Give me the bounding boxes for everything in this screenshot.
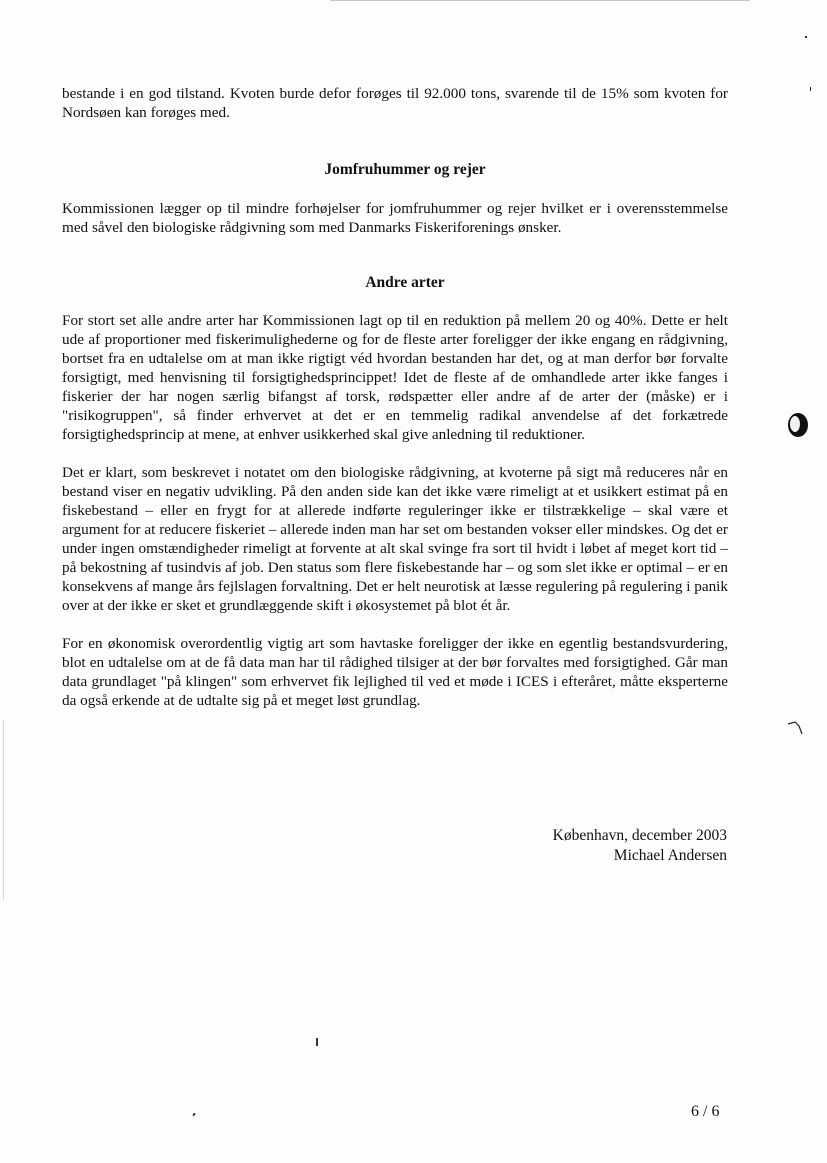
scan-mark <box>787 720 807 738</box>
scan-edge-line-left <box>3 720 4 900</box>
intro-paragraph: bestande i en god tilstand. Kvoten burde defor forøges til 92.000 tons, svarende til de 15% som kvoten for Nordsøen kan forøges med. <box>62 85 728 121</box>
scan-edge-line <box>330 0 750 1</box>
signature-block <box>553 826 727 866</box>
document-body <box>62 84 728 710</box>
scan-speck <box>810 87 811 91</box>
hole-punch-mark <box>787 412 809 438</box>
scan-speck <box>192 1113 195 1117</box>
paragraph-andre-arter-1: For stort set alle andre arter har Kommissionen lagt op til en reduktion på mellem 20 og 40%. Dette er helt ude af proportioner med fiskerimulighederne og for de fleste arter foreligger der ikke engang en rådgivning, bortset fra en udtalelse om at man ikke rigtigt véd hvordan bestanden har det, og at man derfor bør forvalte forsigtigt, med henvisning til forsigtighedsprincippet! Idet de fleste af de omhandlede arter ikke fanges i fiskerier der har nogen særlig bifangst af torsk, rødspætter eller andre af de arter der (måske) er i "risikogruppen", så finder erhvervet at det er en temmelig radikal anvendelse af det forkætrede forsigtighedsprincip at mene, at enhver usikkerhed skal give anledning til reduktioner. <box>62 312 728 443</box>
section-paragraph-jomfruhummer: Kommissionen lægger op til mindre forhøjelser for jomfruhummer og rejer hvilket er i overensstemmelse med såvel den biologiske rådgivning som med Danmarks Fiskeriforenings ønsker. <box>62 200 728 236</box>
paragraph-andre-arter-3: For en økonomisk overordentlig vigtig art som havtaske foreligger der ikke en egentlig bestandsvurdering, blot en udtalelse om at de få data man har til rådighed tilsiger at der bør forvaltes med forsigtighed. Går man data grundlaget "på klingen" som erhvervet fik lejlighed til ved et møde i ICES i efteråret, måtte eksperterne da også erkende at de udtalte sig på et meget løst grundlag. <box>62 635 728 709</box>
page-number: 6 / 6 <box>691 1103 720 1120</box>
signature-place-date: København, december 2003 <box>552 827 727 844</box>
scan-speck <box>316 1038 318 1046</box>
paragraph-andre-arter-2: Det er klart, som beskrevet i notatet om den biologiske rådgivning, at kvoterne på sigt må reduceres når en bestand viser en negativ udvikling. På den anden side kan det ikke være rimeligt at et usikkert estimat på en fiskebestand – eller en frygt for at allerede indførte reguleringer ikke er tilstrækkelige – skal være et argument for at reducere fiskeriet – allerede inden man har set om bestanden vokser eller mindskes. Og det er under ingen omstændigheder rimeligt at forvente at alt skal svinge fra sort til hvidt i løbet af meget kort tid – på bekostning af tusindvis af job. Den status som flere fiskebestande har – og som slet ikke er optimal – er en konsekvens af mange års fejlslagen forvaltning. Det er helt neurotisk at læsse regulering på regulering i panik over at der ikke er sket et grundlæggende skift i økosystemet på blot ét år. <box>62 464 728 614</box>
scan-speck <box>805 36 807 38</box>
section-heading-jomfruhummer: Jomfruhummer og rejer <box>324 161 486 178</box>
section-heading-andre-arter: Andre arter <box>365 274 445 291</box>
signature-name: Michael Andersen <box>613 847 727 864</box>
